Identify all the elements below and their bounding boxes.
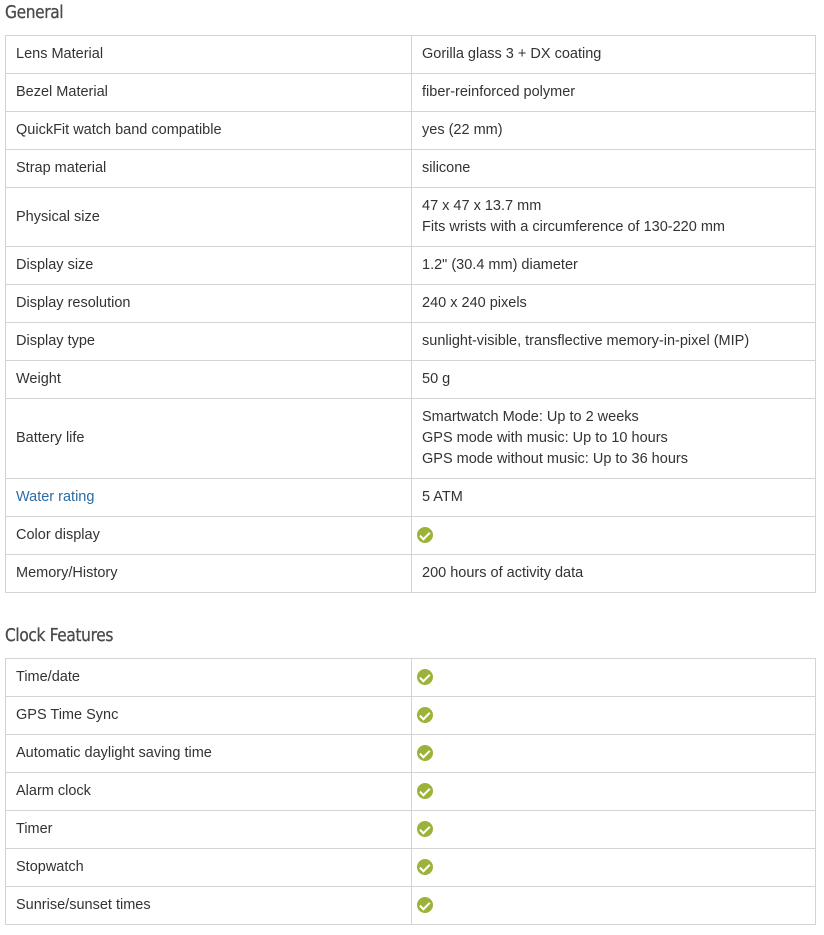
check-circle-icon <box>417 783 433 799</box>
spec-value <box>412 188 816 247</box>
spec-value <box>412 735 816 773</box>
table-row <box>6 811 816 849</box>
section-title-clock-features: Clock Features <box>5 626 114 646</box>
clock-features-table <box>5 658 816 925</box>
table-row <box>6 735 816 773</box>
table-row <box>6 36 816 74</box>
spec-label-cell <box>6 479 412 517</box>
spec-label: Time/date <box>6 659 412 697</box>
table-row <box>6 247 816 285</box>
spec-value: fiber-reinforced polymer <box>412 74 816 112</box>
spec-value: 50 g <box>412 361 816 399</box>
table-row <box>6 659 816 697</box>
table-row <box>6 150 816 188</box>
spec-value: 5 ATM <box>412 479 816 517</box>
table-row <box>6 887 816 925</box>
check-circle-icon <box>417 821 433 837</box>
table-row <box>6 849 816 887</box>
table-row <box>6 517 816 555</box>
check-circle-icon <box>417 527 433 543</box>
spec-value <box>412 517 816 555</box>
section-title-general: General <box>5 3 64 23</box>
table-row <box>6 697 816 735</box>
table-row <box>6 112 816 150</box>
table-row <box>6 361 816 399</box>
spec-label: Lens Material <box>6 36 412 74</box>
check-circle-icon <box>417 859 433 875</box>
check-circle-icon <box>417 745 433 761</box>
spec-label: Display size <box>6 247 412 285</box>
spec-value <box>412 773 816 811</box>
spec-value <box>412 811 816 849</box>
spec-label: Sunrise/sunset times <box>6 887 412 925</box>
spec-value-line: Fits wrists with a circumference of 130-220 mm <box>422 219 725 235</box>
spec-value <box>412 697 816 735</box>
spec-label: Bezel Material <box>6 74 412 112</box>
table-row <box>6 399 816 479</box>
table-row <box>6 323 816 361</box>
spec-label: Weight <box>6 361 412 399</box>
spec-value-line: GPS mode with music: Up to 10 hours <box>422 430 668 446</box>
spec-label: Color display <box>6 517 412 555</box>
table-row <box>6 188 816 247</box>
spec-value: Gorilla glass 3 + DX coating <box>412 36 816 74</box>
spec-label: Memory/History <box>6 555 412 593</box>
spec-label: Display type <box>6 323 412 361</box>
table-row <box>6 285 816 323</box>
general-spec-table <box>5 35 816 593</box>
spec-value <box>412 887 816 925</box>
spec-value-line: GPS mode without music: Up to 36 hours <box>422 451 688 467</box>
spec-label: Battery life <box>6 399 412 479</box>
table-row <box>6 74 816 112</box>
spec-value: 240 x 240 pixels <box>412 285 816 323</box>
spec-label: GPS Time Sync <box>6 697 412 735</box>
spec-label: Stopwatch <box>6 849 412 887</box>
spec-value: 1.2" (30.4 mm) diameter <box>412 247 816 285</box>
spec-value: silicone <box>412 150 816 188</box>
spec-value-line: Smartwatch Mode: Up to 2 weeks <box>422 409 639 425</box>
check-circle-icon <box>417 707 433 723</box>
spec-label: Timer <box>6 811 412 849</box>
spec-label: Automatic daylight saving time <box>6 735 412 773</box>
spec-value-line: 47 x 47 x 13.7 mm <box>422 198 542 214</box>
check-circle-icon <box>417 669 433 685</box>
spec-value <box>412 659 816 697</box>
table-row <box>6 479 816 517</box>
spec-value: 200 hours of activity data <box>412 555 816 593</box>
spec-label: QuickFit watch band compatible <box>6 112 412 150</box>
water-rating-link[interactable]: Water rating <box>16 489 95 505</box>
spec-label: Strap material <box>6 150 412 188</box>
check-circle-icon <box>417 897 433 913</box>
spec-label: Alarm clock <box>6 773 412 811</box>
spec-value <box>412 849 816 887</box>
table-row <box>6 773 816 811</box>
spec-value: sunlight-visible, transflective memory-in-pixel (MIP) <box>412 323 816 361</box>
spec-value: yes (22 mm) <box>412 112 816 150</box>
spec-value <box>412 399 816 479</box>
spec-label: Display resolution <box>6 285 412 323</box>
table-row <box>6 555 816 593</box>
spec-label: Physical size <box>6 188 412 247</box>
